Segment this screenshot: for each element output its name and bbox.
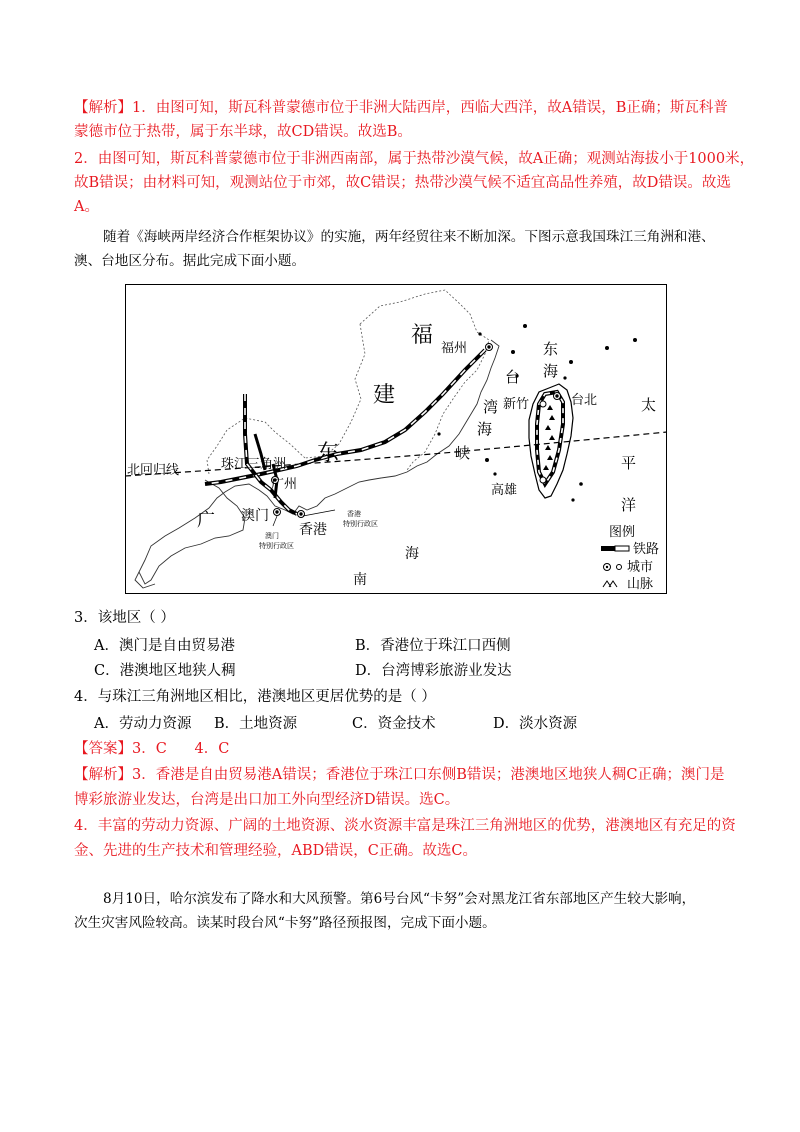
label-tropic: 北回归线 <box>127 463 180 478</box>
label-hai-strait: 海 <box>477 420 493 438</box>
analysis-2-line-1: 2．由图可知，斯瓦科普蒙德市位于非洲西南部，属于热带沙漠气候，故A正确；观测站海拔小于1000米， <box>74 151 755 167</box>
analysis-2-line-2: 故B错误；由材料可知，观测站位于市郊，故C错误；热带沙漠气候不适宜高品性养殖，故D错误。故选 <box>74 175 731 191</box>
label-gaoxiong: 高雄 <box>491 483 518 498</box>
legend-title: 图例 <box>609 525 636 540</box>
label-guang: 广 <box>197 510 215 531</box>
label-nanhai-2: 南 <box>353 572 367 588</box>
label-yang: 洋 <box>621 496 637 514</box>
label-guangzhou: 广州 <box>271 477 298 492</box>
label-ping: 平 <box>621 454 637 472</box>
label-taibei: 台北 <box>571 393 598 408</box>
q4-option-d: D．淡水资源 <box>493 716 578 732</box>
label-nanhai-1: 海 <box>405 546 419 562</box>
q3-option-a: A．澳门是自由贸易港 <box>94 638 235 654</box>
label-mo-sar-2: 特别行政区 <box>259 542 294 550</box>
q3-option-b: B．香港位于珠江口西侧 <box>355 638 511 654</box>
analysis-3-line-1: 【解析】3．香港是自由贸易港A错误；香港位于珠江口东侧B错误；港澳地区地狭人稠C正确；澳门是 <box>74 767 725 783</box>
analysis-1-line-1: 【解析】1．由图可知，斯瓦科普蒙德市位于非洲大陆西岸，西临大西洋，故A错误，B正确；斯瓦科普 <box>74 100 728 116</box>
q4-stem: 4．与珠江三角洲地区相比，港澳地区更居优势的是（ ） <box>74 689 436 705</box>
q3-option-d: D．台湾博彩旅游业发达 <box>355 663 512 679</box>
label-hongkong: 香港 <box>299 522 327 538</box>
label-dong-sea: 东 <box>543 340 559 358</box>
analysis-3-line-2: 博彩旅游业发达，台湾是出口加工外向型经济D错误。选C。 <box>74 792 460 808</box>
q4-option-b: B．土地资源 <box>214 716 298 732</box>
legend-railway: 铁路 <box>633 542 660 557</box>
next-intro-line-1: 8月10日，哈尔滨发布了降水和大风预警。第6号台风“卡努”会对黑龙江省东部地区产生较大影响， <box>103 891 696 907</box>
label-mo-sar-1: 澳门 <box>265 532 279 540</box>
label-tai: 台 <box>505 368 521 386</box>
label-fuzhou: 福州 <box>441 341 468 356</box>
label-jian: 建 <box>373 383 396 408</box>
analysis-4-line-1: 4．丰富的劳动力资源、广阔的土地资源、淡水资源丰富是珠江三角洲地区的优势，港澳地区有充足的资 <box>74 818 736 834</box>
q3-stem: 3．该地区（ ） <box>74 610 175 626</box>
legend-mountain: 山脉 <box>627 577 654 592</box>
intro-line-2: 澳、台地区分布。据此完成下面小题。 <box>74 253 306 269</box>
label-hai-sea: 海 <box>543 362 559 380</box>
q4-option-c: C．资金技术 <box>352 716 436 732</box>
analysis-1-line-2: 蒙德市位于热带，属于东半球，故CD错误。故选B。 <box>74 124 412 140</box>
label-wan: 湾 <box>483 398 499 416</box>
legend-city: 城市 <box>627 560 654 575</box>
q4-option-a: A．劳动力资源 <box>94 716 192 732</box>
label-xinzhu: 新竹 <box>503 397 530 412</box>
q3-option-c: C．港澳地区地狭人稠 <box>94 663 236 679</box>
answer-line: 【答案】3．C 4．C <box>74 741 230 757</box>
label-hk-sar-2: 特别行政区 <box>343 520 378 528</box>
label-tai-pacific: 太 <box>641 396 657 414</box>
pearl-river-delta-map <box>125 284 667 594</box>
analysis-2-line-3: A。 <box>74 199 99 215</box>
label-xia: 峡 <box>455 444 471 462</box>
analysis-4-line-2: 金、先进的生产技术和管理经验，ABD错误，C正确。故选C。 <box>74 843 477 859</box>
next-intro-line-2: 次生灾害风险较高。读某时段台风“卡努”路径预报图，完成下面小题。 <box>74 915 496 931</box>
label-hk-sar-1: 香港 <box>347 510 361 518</box>
label-pearl-delta: 珠江三角洲 <box>221 457 287 472</box>
label-fu: 福 <box>411 323 434 348</box>
intro-line-1: 随着《海峡两岸经济合作框架协议》的实施，两年经贸往来不断加深。下图示意我国珠江三角洲和港、 <box>103 229 715 245</box>
label-dong-guangdong: 东 <box>317 441 340 466</box>
label-macau: 澳门 <box>241 508 269 524</box>
